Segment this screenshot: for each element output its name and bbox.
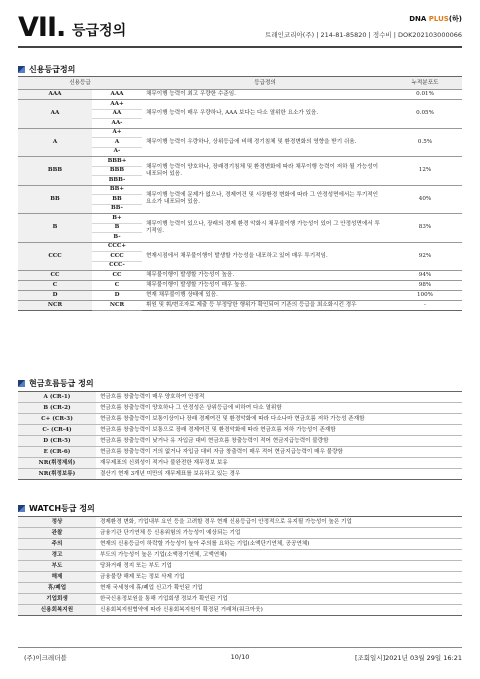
cumulative-ratio-cell: 100% xyxy=(388,291,462,301)
grade-sub-cell: A xyxy=(92,138,142,148)
definition-cell: 현금흐름 창출능력이 거의 없거나 자입금 대비 자금 창출력이 매우 적어 현금지급능력이 매우 불량함 xyxy=(96,447,462,458)
grade-definition-cell: 채무이행 능력이 매우 우량하나, AAA 보다는 다소 열위한 요소가 있음. xyxy=(142,100,388,129)
grade-cell: B (CR-2) xyxy=(18,403,96,414)
grade-sub-cell: A+ xyxy=(92,128,142,138)
grade-sub-cell: AAA xyxy=(92,90,142,100)
grade-definition-cell: 채무이행 능력이 우량하나, 상위등급에 비해 경기침체 및 환경변화의 영향을 받기 쉬움. xyxy=(142,128,388,157)
brand-main: DNA xyxy=(409,15,427,23)
table-row xyxy=(18,414,462,425)
grade-definition-cell: 채무이행 능력이 있으나, 장래의 경제 환경 악화시 채무불이행 가능성이 있어 그 안정성면에서 투기적임. xyxy=(142,214,388,243)
grade-group-cell: A xyxy=(18,128,92,157)
cumulative-ratio-cell: 40% xyxy=(388,185,462,214)
brand-plus: PLUS xyxy=(428,15,449,23)
watch-grade-table xyxy=(18,516,462,616)
table-row xyxy=(18,447,462,458)
grade-sub-cell: BBB- xyxy=(92,176,142,186)
grade-definition-cell: 현재 채무불이행 상태에 있음. xyxy=(142,291,388,301)
table-row xyxy=(18,128,462,138)
definition-cell: 금융기관 단기연체 등 신용위험의 가능성이 예상되는 기업 xyxy=(96,528,462,539)
table-row xyxy=(18,90,462,100)
page-header xyxy=(18,10,462,44)
table-row xyxy=(18,436,462,447)
grade-cell: C- (CR-4) xyxy=(18,425,96,436)
grade-cell: E (CR-6) xyxy=(18,447,96,458)
definition-cell: 현금흐름 창출능력이 양호하나 그 안정성은 상위등급에 비하여 다소 열위함 xyxy=(96,403,462,414)
definition-cell: 신용회복지원협약에 따라 신용회복지원이 확정된 거래처(워크아웃) xyxy=(96,605,462,616)
cumulative-ratio-cell: 98% xyxy=(388,281,462,291)
table-row xyxy=(18,425,462,436)
watch-section-title: WATCH등급 정의 xyxy=(18,503,95,514)
grade-group-cell: AAA xyxy=(18,90,92,100)
definition-cell: 결산기 현재 3개년 미만의 재무제표를 보유하고 있는 경우 xyxy=(96,469,462,480)
grade-sub-cell: AA+ xyxy=(92,100,142,110)
grade-sub-cell: CC xyxy=(92,271,142,281)
table-row xyxy=(18,517,462,528)
brand-suffix: (하) xyxy=(448,15,462,23)
table-row xyxy=(18,528,462,539)
grade-cell: 해제 xyxy=(18,572,96,583)
definition-cell: 한국신용정보원을 통해 기업회생 정보가 확인된 기업 xyxy=(96,594,462,605)
table-row xyxy=(18,605,462,616)
grade-cell: 경고 xyxy=(18,550,96,561)
grade-cell: D (CR-5) xyxy=(18,436,96,447)
credit-grade-table xyxy=(18,76,462,311)
grade-sub-cell: B xyxy=(92,223,142,233)
table-row xyxy=(18,561,462,572)
grade-definition-cell: 채무불이행이 발생할 가능성이 높음. xyxy=(142,271,388,281)
grade-group-cell: D xyxy=(18,291,92,301)
table-row xyxy=(18,583,462,594)
grade-cell: C+ (CR-3) xyxy=(18,414,96,425)
definition-cell: 경제환경 변화, 기업내부 요인 등을 고려할 경우 현재 신용등급이 안정적으로 유지될 가능성이 높은 기업 xyxy=(96,517,462,528)
grade-cell: 신용회복지원 xyxy=(18,605,96,616)
cumulative-ratio-cell: 92% xyxy=(388,242,462,271)
cumulative-ratio-cell: 0.05% xyxy=(388,100,462,129)
grade-cell: A (CR-1) xyxy=(18,392,96,403)
table-header-row xyxy=(18,77,462,90)
col-grade: 신용등급 xyxy=(18,77,142,90)
table-row xyxy=(18,594,462,605)
grade-cell: NR(휘정보류) xyxy=(18,469,96,480)
cumulative-ratio-cell: - xyxy=(388,301,462,311)
table-row xyxy=(18,539,462,550)
grade-definition-cell: 채무불이행이 발생할 가능성이 매우 높음. xyxy=(142,281,388,291)
table-row xyxy=(18,301,462,311)
page-title: 등급정의 xyxy=(72,23,127,39)
definition-cell: 현금흐름 창출능력이 보통으로 장래 경제여건 및 환경악화에 따라 현금흐름 저하 가능성이 존재함 xyxy=(96,425,462,436)
grade-definition-cell: 채무이행 능력이 최고 우량한 수준임. xyxy=(142,90,388,100)
grade-group-cell: B xyxy=(18,214,92,243)
grade-sub-cell: CCC+ xyxy=(92,242,142,252)
table-row xyxy=(18,214,462,224)
cashflow-grade-table xyxy=(18,391,462,480)
section-bullet-icon xyxy=(18,380,25,387)
grade-sub-cell: BBB xyxy=(92,166,142,176)
table-row xyxy=(18,550,462,561)
cashflow-section-title: 현금흐름등급 정의 xyxy=(18,378,94,389)
grade-definition-cell: 휘원 및 휘/변조자료 제출 등 부정당한 행위가 확인되어 기존의 등급을 최소화시킨 경우 xyxy=(142,301,388,311)
credit-section-title: 신용등급정의 xyxy=(18,64,75,75)
grade-cell: 주의 xyxy=(18,539,96,550)
grade-group-cell: CC xyxy=(18,271,92,281)
grade-sub-cell: D xyxy=(92,291,142,301)
grade-definition-cell: 현재시점에서 채무불이행이 발생할 가능성을 내포하고 있어 매우 투기적임. xyxy=(142,242,388,271)
definition-cell: 현금흐름 창출능력이 매우 양호하여 안정적 xyxy=(96,392,462,403)
section-bullet-icon xyxy=(18,66,25,73)
grade-sub-cell: BB+ xyxy=(92,185,142,195)
table-row xyxy=(18,100,462,110)
grade-sub-cell: NCR xyxy=(92,301,142,311)
cumulative-ratio-cell: 0.01% xyxy=(388,90,462,100)
grade-sub-cell: BBB+ xyxy=(92,157,142,167)
table-row xyxy=(18,157,462,167)
table-row xyxy=(18,392,462,403)
grade-cell: 기업회생 xyxy=(18,594,96,605)
definition-cell: 재무제표의 신뢰성이 적거나 불완전한 재무정보 보유 xyxy=(96,458,462,469)
section-bullet-icon xyxy=(18,505,25,512)
grade-cell: 정상 xyxy=(18,517,96,528)
grade-group-cell: C xyxy=(18,281,92,291)
header-divider xyxy=(18,46,462,48)
cumulative-ratio-cell: 0.5% xyxy=(388,128,462,157)
table-row xyxy=(18,469,462,480)
grade-definition-cell: 채무이행 능력에 문제가 없으나, 경제여건 및 시장환경 변화에 따라 그 안정성면에서는 투기적인 요소가 내포되어 있음. xyxy=(142,185,388,214)
table-row xyxy=(18,281,462,291)
grade-sub-cell: B+ xyxy=(92,214,142,224)
grade-group-cell: NCR xyxy=(18,301,92,311)
brand-logo xyxy=(409,14,462,24)
page-number: 10/10 xyxy=(230,653,250,661)
grade-group-cell: CCC xyxy=(18,242,92,271)
grade-sub-cell: AA xyxy=(92,109,142,119)
table-row xyxy=(18,271,462,281)
page-footer xyxy=(18,647,462,662)
grade-sub-cell: A- xyxy=(92,147,142,157)
grade-definition-cell: 채무이행 능력이 양호하나, 장래경기침체 및 환경변화에 따라 채무이행 능력이 저하 될 가능성이 내포되어 있음. xyxy=(142,157,388,186)
definition-cell: 당좌거래 정지 또는 부도 기업 xyxy=(96,561,462,572)
grade-sub-cell: C xyxy=(92,281,142,291)
grade-group-cell: AA xyxy=(18,100,92,129)
cumulative-ratio-cell: 83% xyxy=(388,214,462,243)
grade-sub-cell: BB- xyxy=(92,204,142,214)
grade-cell: 관찰 xyxy=(18,528,96,539)
definition-cell: 금융불량 해제 또는 정보 삭제 기업 xyxy=(96,572,462,583)
grade-group-cell: BB xyxy=(18,185,92,214)
footer-company: (주)이크레더블 xyxy=(24,654,67,662)
grade-sub-cell: B- xyxy=(92,233,142,243)
section-number: VII. xyxy=(18,12,66,43)
definition-cell: 현금흐름 창출능력이 낮거나 유 자입금 대비 현금흐름 창출능력이 적어 현금지급능력이 불량함 xyxy=(96,436,462,447)
grade-sub-cell: CCC- xyxy=(92,261,142,271)
col-definition: 등급정의 xyxy=(142,77,388,90)
table-row xyxy=(18,458,462,469)
grade-sub-cell: CCC xyxy=(92,252,142,262)
grade-group-cell: BBB xyxy=(18,157,92,186)
table-row xyxy=(18,403,462,414)
definition-cell: 현재의 신용등급이 하락할 가능성이 높아 주의를 요하는 기업(소액단기연체, 공공연체) xyxy=(96,539,462,550)
definition-cell: 현금흐름 창출능력이 보통이상이나 장래 경제여건 및 환경악화에 따라 다소나마 현금흐름 저하 가능성 존재함 xyxy=(96,414,462,425)
grade-sub-cell: BB xyxy=(92,195,142,205)
cumulative-ratio-cell: 12% xyxy=(388,157,462,186)
company-info: 트래인코리아(주) | 214-81-85820 | 정수비 | DOK202103000066 xyxy=(265,31,462,39)
table-row xyxy=(18,242,462,252)
grade-cell: 부도 xyxy=(18,561,96,572)
col-ratio: 누적분포도 xyxy=(388,77,462,90)
table-row xyxy=(18,291,462,301)
definition-cell: 현재 국세청에 휴/폐업 신고가 확인된 기업 xyxy=(96,583,462,594)
table-row xyxy=(18,572,462,583)
grade-sub-cell: AA- xyxy=(92,119,142,129)
query-datetime: [조회일시]2021년 03월 29일 16:21 xyxy=(354,654,462,662)
grade-cell: NR(휘정제외) xyxy=(18,458,96,469)
table-row xyxy=(18,185,462,195)
grade-cell: 휴/폐업 xyxy=(18,583,96,594)
cumulative-ratio-cell: 94% xyxy=(388,271,462,281)
definition-cell: 부도의 가능성이 높은 기업(소액장기연체, 고액연체) xyxy=(96,550,462,561)
